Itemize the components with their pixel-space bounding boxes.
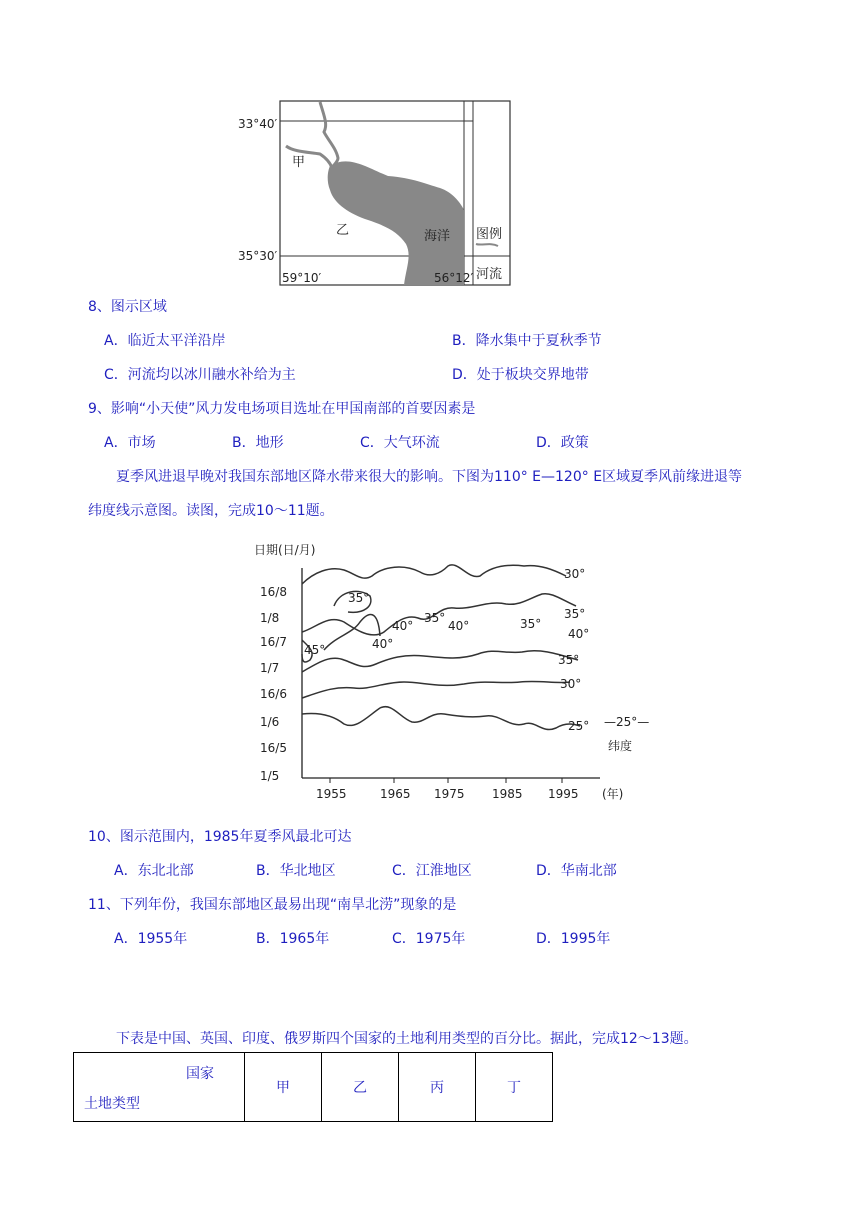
xtick-label: 1985 <box>492 787 523 801</box>
chart-ylabel: 日期(日/月) <box>254 543 316 557</box>
table-row <box>74 1053 553 1122</box>
ytick-label: 1/6 <box>260 715 280 729</box>
contour-label: 40° <box>372 637 394 651</box>
xtick-label: 1955 <box>316 787 347 801</box>
ytick-label: 16/8 <box>260 585 287 599</box>
ytick-label: 16/7 <box>260 635 287 649</box>
q10-option-b[interactable]: B．华北地区 <box>256 863 336 879</box>
lon-left-label: 59°10′ <box>282 271 322 285</box>
table-header-jia: 甲 <box>245 1053 322 1122</box>
chart-legend-value: —25°— <box>604 715 650 729</box>
region-map <box>228 96 518 288</box>
table-header-corner <box>74 1053 245 1122</box>
contour-label: 35° <box>558 653 580 667</box>
q11-option-d[interactable]: D．1995年 <box>536 931 611 947</box>
table-intro: 下表是中国、英国、印度、俄罗斯四个国家的土地利用类型的百分比。据此，完成12～13题。 <box>116 1031 698 1047</box>
q11-option-c[interactable]: C．1975年 <box>392 931 466 947</box>
q9-option-d[interactable]: D．政策 <box>536 435 589 451</box>
ytick-label: 1/5 <box>260 769 280 783</box>
contour-label: 25° <box>568 719 590 733</box>
contour-label: 40° <box>448 619 470 633</box>
chart-axes <box>302 568 600 778</box>
contour-line-35-lower <box>302 651 578 672</box>
ytick-label: 1/7 <box>260 661 280 675</box>
legend-title: 图例 <box>476 227 503 242</box>
q11-option-a[interactable]: A．1955年 <box>114 931 188 947</box>
q8-option-b[interactable]: B．降水集中于夏秋季节 <box>452 333 602 349</box>
contour-label: 30° <box>564 567 586 581</box>
q10-option-a[interactable]: A．东北北部 <box>114 863 194 879</box>
table-header-ding: 丁 <box>476 1053 553 1122</box>
contour-label: 35° <box>348 591 370 605</box>
intro-paragraph-line2: 纬度线示意图。读图，完成10～11题。 <box>88 503 334 519</box>
lat-bottom-label: 35°30′ <box>238 249 278 263</box>
q10-option-d[interactable]: D．华南北部 <box>536 863 617 879</box>
ytick-label: 1/8 <box>260 611 280 625</box>
place-yi: 乙 <box>336 223 350 238</box>
intro-paragraph-line1: 夏季风进退早晚对我国东部地区降水带来很大的影响。下图为110° E—120° E区域夏季风前缘进退等 <box>116 469 743 485</box>
legend-river-label: 河流 <box>476 267 503 282</box>
contour-line-30-top <box>302 565 566 584</box>
q11-option-b[interactable]: B．1965年 <box>256 931 330 947</box>
q8-option-a[interactable]: A．临近太平洋沿岸 <box>104 333 226 349</box>
ocean-label: 海洋 <box>424 229 451 244</box>
chart-legend-label: 纬度 <box>608 739 633 753</box>
contour-label: 35° <box>424 611 446 625</box>
q8-option-c[interactable]: C．河流均以冰川融水补给为主 <box>104 367 296 383</box>
header-country: 国家 <box>186 1066 214 1082</box>
contour-label: 45° <box>304 643 326 657</box>
place-jia: 甲 <box>292 155 306 170</box>
lon-right-label: 56°12′ <box>434 271 474 285</box>
contour-label: 35° <box>564 607 586 621</box>
q10-stem: 10、图示范围内，1985年夏季风最北可达 <box>88 829 352 845</box>
xtick-label: 1975 <box>434 787 465 801</box>
lat-top-label: 33°40′ <box>238 117 278 131</box>
ytick-label: 16/6 <box>260 687 287 701</box>
contour-label: 40° <box>568 627 590 641</box>
chart-xunit: (年) <box>602 787 624 801</box>
ytick-label: 16/5 <box>260 741 287 755</box>
table-header-bing: 丙 <box>399 1053 476 1122</box>
q10-option-c[interactable]: C．江淮地区 <box>392 863 472 879</box>
land-use-table <box>73 1052 553 1122</box>
monsoon-chart <box>244 536 654 806</box>
q9-option-b[interactable]: B．地形 <box>232 435 284 451</box>
q8-stem: 8、图示区域 <box>88 299 167 315</box>
contour-line-25 <box>302 707 580 730</box>
contour-label: 40° <box>392 619 414 633</box>
xtick-label: 1965 <box>380 787 411 801</box>
q8-option-d[interactable]: D．处于板块交界地带 <box>452 367 589 383</box>
table-header-yi: 乙 <box>322 1053 399 1122</box>
xtick-label: 1995 <box>548 787 579 801</box>
contour-line-30-lower <box>302 681 570 698</box>
header-landtype: 土地类型 <box>84 1096 140 1112</box>
q9-option-c[interactable]: C．大气环流 <box>360 435 440 451</box>
q9-option-a[interactable]: A．市场 <box>104 435 156 451</box>
contour-label: 35° <box>520 617 542 631</box>
q11-stem: 11、下列年份，我国东部地区最易出现“南旱北涝”现象的是 <box>88 897 457 913</box>
contour-label: 30° <box>560 677 582 691</box>
q9-stem: 9、影响“小天使”风力发电场项目选址在甲国南部的首要因素是 <box>88 401 476 417</box>
